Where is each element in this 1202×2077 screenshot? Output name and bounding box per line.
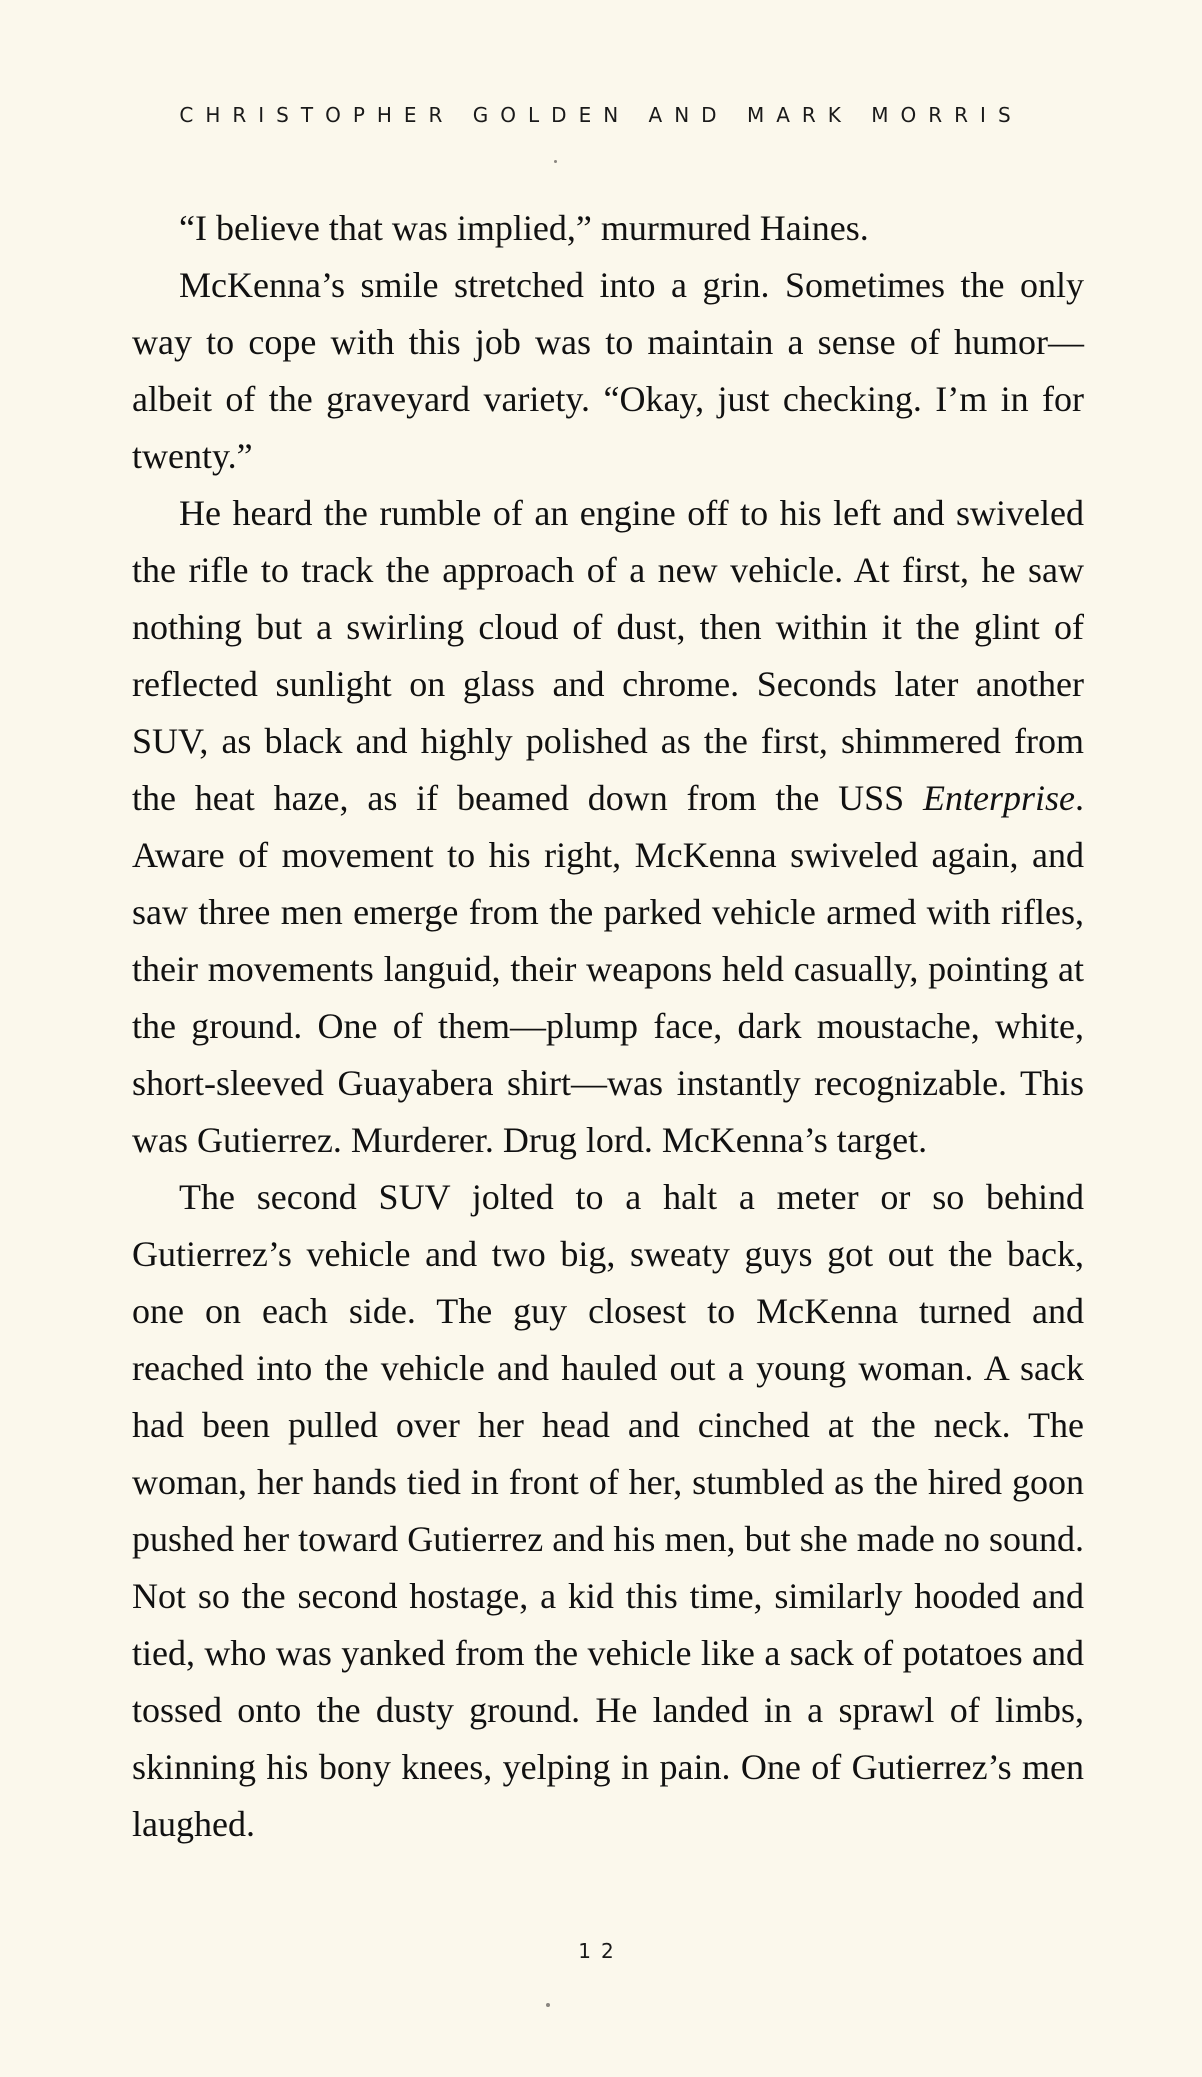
paragraph-1: “I believe that was implied,” murmured Haines. [179,208,869,248]
paragraph-3 [132,485,1084,1169]
print-speck [546,2003,550,2007]
running-head: CHRISTOPHER GOLDEN AND MARK MORRIS [179,103,1023,127]
page-number: 12 [578,1939,624,1963]
print-speck [554,160,557,163]
body-text [132,200,1084,1853]
ship-name-italic: Enterprise [923,778,1075,818]
paragraph-2: McKenna’s smile stretched into a grin. Sometimes the only way to cope with this job was to maintain a sense of humor—albeit of the graveyard variety. “Okay, just checking. I’m in for twenty.” [132,265,1084,476]
paragraph-4: The second SUV jolted to a halt a meter or so behind Gutierrez’s vehicle and two big, sweaty guys got out the back, one on each side. The guy closest to McKenna turned and reached into the vehicle and hauled out a young woman. A sack had been pulled over her head and cinched at the neck. The woman, her hands tied in front of her, stumbled as the hired goon pushed her toward Gutierrez and his men, but she made no sound. Not so the second hostage, a kid this time, similarly hooded and tied, who was yanked from the vehicle like a sack of potatoes and tossed onto the dusty ground. He landed in a sprawl of limbs, skinning his bony knees, yelping in pain. One of Gutierrez’s men laughed. [132,1177,1084,1844]
paragraph-3-text-b: . Aware of movement to his right, McKenna swiveled again, and saw three men emerge from the parked vehicle armed with rifles, their movements languid, their weapons held casually, pointing at the ground. One of them—plump face, dark moustache, white, short-sleeved Guayabera shirt—was instantly recognizable. This was Gutierrez. Murderer. Drug lord. McKenna’s target. [132,778,1084,1160]
paragraph-3-text-a: He heard the rumble of an engine off to his left and swiveled the rifle to track the approach of a new vehicle. At first, he saw nothing but a swirling cloud of dust, then within it the glint of reflected sunlight on glass and chrome. Seconds later another SUV, as black and highly polished as the first, shimmered from the heat haze, as if beamed down from the USS [132,493,1084,818]
